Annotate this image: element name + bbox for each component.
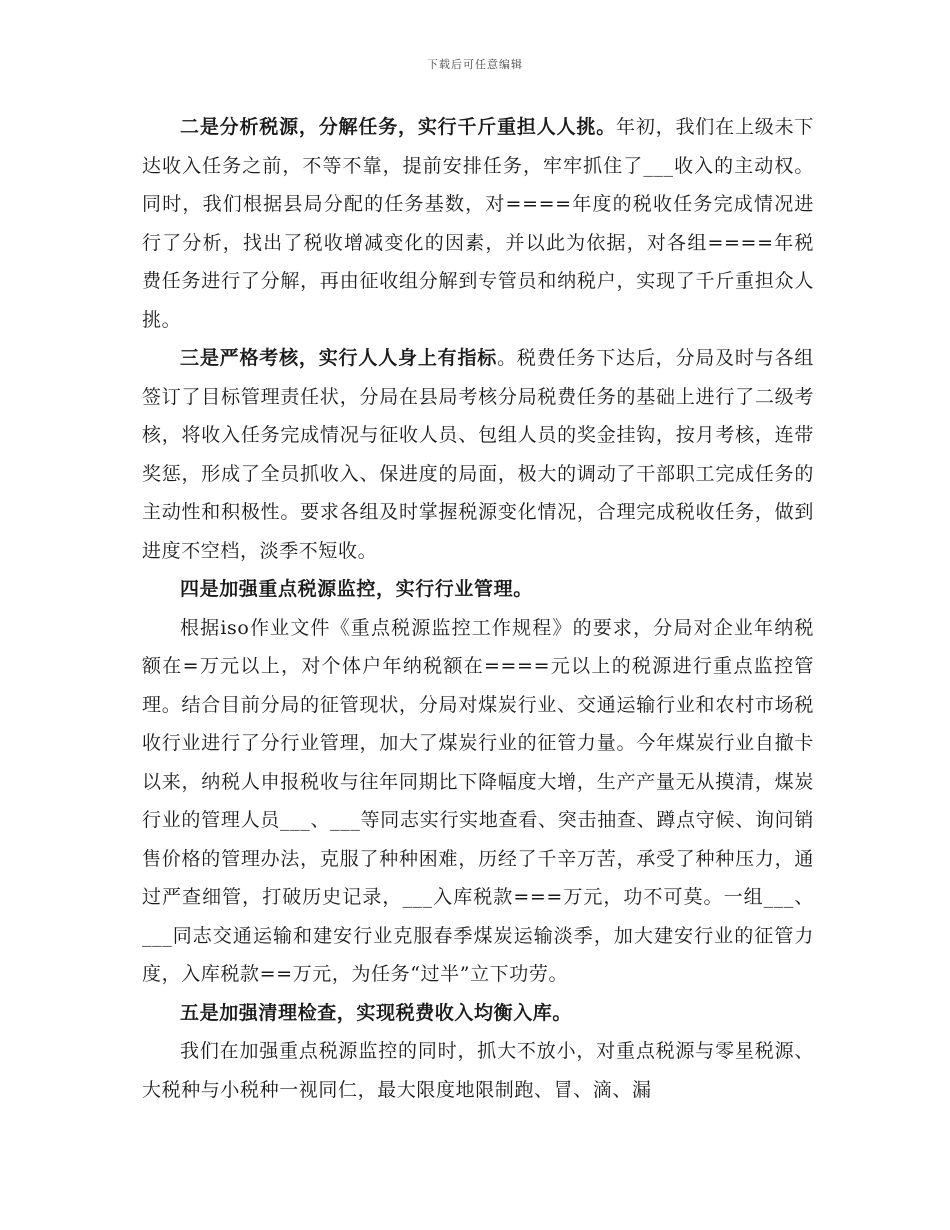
paragraph-heading: 五是加强清理检查，实现税费收入均衡入库。 [180, 1001, 573, 1024]
page-header: 下载后可任意编辑 [427, 58, 523, 71]
paragraph-key-source-monitoring [142, 609, 814, 994]
paragraph-heading: 三是严格考核，实行人人身上有指标 [180, 347, 498, 369]
paragraph-text: 根据iso作业文件《重点税源监控工作规程》的要求，分局对企业年纳税额在=万元以上，对个体户年纳税额在====元以上的税源进行重点监控管理。结合目前分局的征管现状，分局对煤炭行业、交通运输行业和农村市场税收行业进行了分行业管理，加大了煤炭行业的征管力量。今年煤炭行业自撤卡以来，纳税人申报税收与往年同期比下降幅度大增，生产产量无从摸清，煤炭行业的管理人员___、___等同志实行实地查看、突击抽查、蹲点守候、询问销售价格的管理办法，克服了种种困难，历经了千辛万苦，承受了种种压力，通过严查细管，打破历史记录，___入库税款===万元，功不可莫。一组___、___同志交通运输和建安行业克服春季煤炭运输淡季，加大建安行业的征管力度，入库税款==万元，为任务“过半”立下功劳。 [142, 616, 814, 985]
paragraph-text: 。税费任务下达后，分局及时与各组签订了目标管理责任状，分局在县局考核分局税费任务的基础上进行了二级考核，将收入任务完成情况与征收人员、包组人员的奖金挂钩，按月考核，连带奖惩，形成了全员抓收入、保进度的局面，极大的调动了干部职工完成任务的主动性和积极性。要求各组及时掌握税源变化情况，合理完成税收任务，做到进度不空档，淡季不短收。 [142, 347, 814, 562]
paragraph-text: 我们在加强重点税源监控的同时，抓大不放小，对重点税源与零星税源、大税种与小税种一视同仁，最大限度地限制跑、冒、滴、漏 [142, 1040, 814, 1101]
paragraph-heading: 四是加强重点税源监控，实行行业管理。 [180, 578, 533, 600]
paragraph-clean-up-heading [142, 994, 814, 1033]
paragraph-analyze-tax-source [142, 108, 814, 339]
document-body [142, 108, 814, 1109]
paragraph-strict-assessment [142, 339, 814, 570]
paragraph-heading: 二是分析税源，分解任务，实行千斤重担人人挑。 [180, 116, 617, 138]
paragraph-key-source-heading [142, 570, 814, 609]
paragraph-text: 年初，我们在上级未下达收入任务之前，不等不靠，提前安排任务，牢牢抓住了___收入的主动权。同时，我们根据县局分配的任务基数，对====年度的税收任务完成情况进行了分析，找出了税收增减变化的因素，并以此为依据，对各组====年税费任务进行了分解，再由征收组分解到专管员和纳税户，实现了千斤重担众人挑。 [142, 116, 814, 331]
paragraph-clean-up-text [142, 1032, 814, 1109]
